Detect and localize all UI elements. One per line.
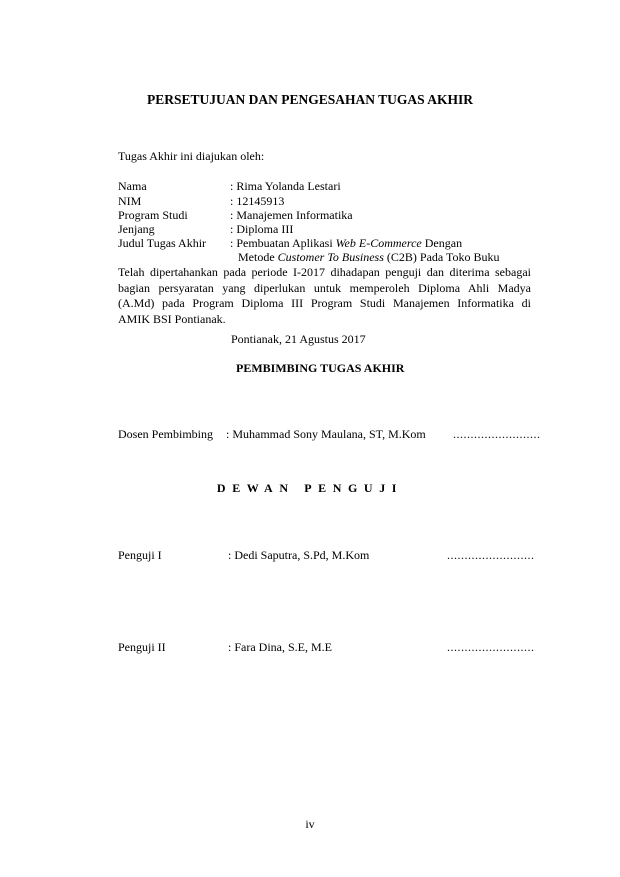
paragraph-line-3: (A.Md) pada Program Diploma III Program Studi Manajemen Informatika di — [118, 296, 531, 311]
judul-line2-prefix: Metode — [238, 250, 278, 264]
field-label-jenjang: Jenjang — [118, 222, 155, 236]
field-label-judul: Judul Tugas Akhir — [118, 236, 207, 250]
field-value-jenjang: : Diploma III — [230, 222, 294, 236]
field-label-nim: NIM — [118, 194, 142, 208]
judul-line2-suffix: (C2B) Pada Toko Buku — [383, 250, 500, 264]
intro-text: Tugas Akhir ini diajukan oleh: — [118, 149, 265, 163]
judul-line2-italic: Customer To Business — [277, 250, 384, 264]
examiner-2-signature-line: ......................... — [447, 640, 535, 654]
supervisor-signature-line: ......................... — [453, 427, 541, 441]
place-date: Pontianak, 21 Agustus 2017 — [231, 332, 366, 346]
paragraph-line-1: Telah dipertahankan pada periode I-2017 dihadapan penguji dan diterima sebagai — [118, 265, 531, 279]
page-number: iv — [305, 817, 315, 831]
examiner-heading: DEWAN PENGUJI — [216, 481, 404, 495]
field-value-prodi: : Manajemen Informatika — [230, 208, 353, 222]
examiner-1-signature-line: ......................... — [447, 548, 535, 562]
supervisor-heading: PEMBIMBING TUGAS AKHIR — [236, 361, 405, 375]
field-value-nama: : Rima Yolanda Lestari — [230, 179, 341, 193]
approval-paragraph — [118, 265, 531, 327]
examiner-2-label: Penguji II — [118, 640, 166, 654]
field-value-judul-line1 — [230, 236, 462, 251]
examiner-2-name: : Fara Dina, S.E, M.E — [228, 640, 332, 654]
supervisor-name: : Muhammad Sony Maulana, ST, M.Kom — [226, 427, 426, 441]
document-title: PERSETUJUAN DAN PENGESAHAN TUGAS AKHIR — [146, 92, 474, 107]
examiner-1-label: Penguji I — [118, 548, 162, 562]
examiner-1-name: : Dedi Saputra, S.Pd, M.Kom — [228, 548, 370, 562]
field-label-nama: Nama — [118, 179, 147, 193]
judul-line1-prefix: : Pembuatan Aplikasi — [230, 236, 336, 250]
paragraph-line-4: AMIK BSI Pontianak. — [118, 311, 226, 326]
field-label-prodi: Program Studi — [118, 208, 188, 222]
paragraph-line-2: bagian persyaratan yang diperlukan untuk memperoleh Diploma Ahli Madya — [118, 280, 531, 295]
supervisor-label: Dosen Pembimbing — [118, 427, 213, 441]
judul-line1-suffix: Dengan — [421, 236, 463, 250]
field-value-judul-line2 — [238, 250, 500, 265]
judul-line1-italic: Web E-Commerce — [335, 236, 422, 250]
field-value-nim: : 12145913 — [230, 194, 285, 208]
